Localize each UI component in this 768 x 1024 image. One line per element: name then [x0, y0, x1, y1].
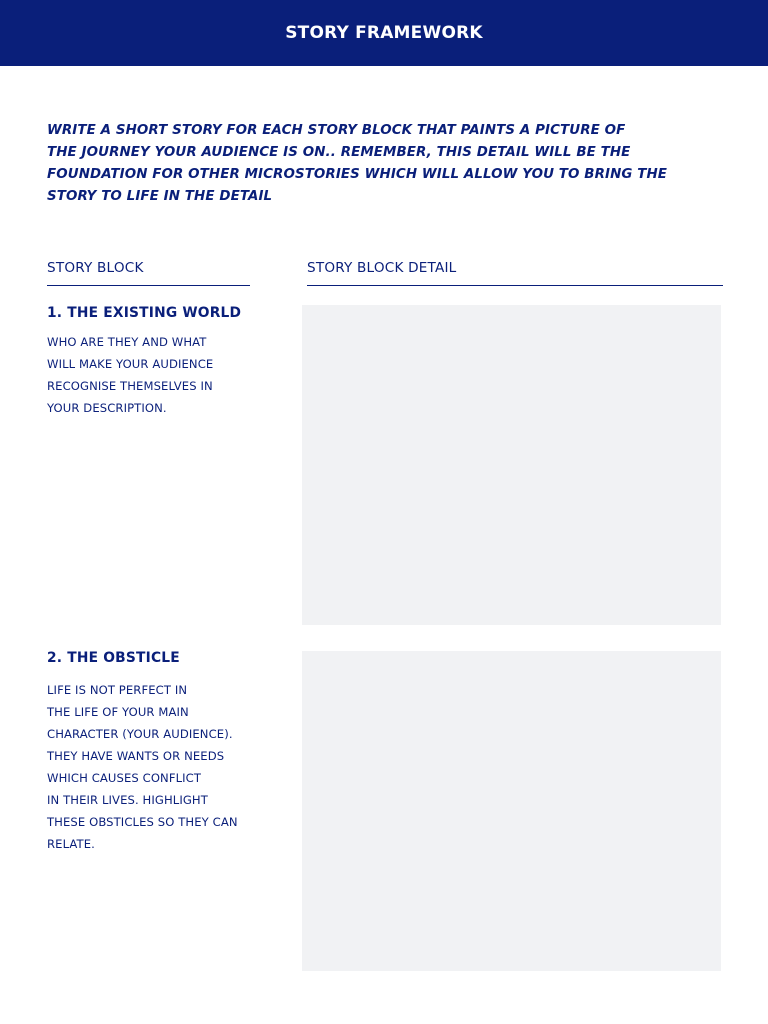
description-line: YOUR DESCRIPTION.: [47, 401, 167, 415]
story-block-detail-divider: [307, 285, 723, 286]
block-description-obsticle: [47, 679, 238, 855]
detail-box-existing-world[interactable]: [302, 305, 721, 625]
block-title-obsticle: 2. THE OBSTICLE: [47, 650, 180, 666]
description-line: THEY HAVE WANTS OR NEEDS: [47, 749, 225, 763]
description-line: WHICH CAUSES CONFLICT: [47, 771, 202, 785]
intro-paragraph: [47, 120, 727, 208]
intro-line: STORY TO LIFE IN THE DETAIL: [47, 189, 273, 204]
description-line: IN THEIR LIVES. HIGHLIGHT: [47, 793, 208, 807]
description-line: THESE OBSTICLES SO THEY CAN: [47, 815, 238, 829]
description-line: THE LIFE OF YOUR MAIN: [47, 705, 189, 719]
description-line: LIFE IS NOT PERFECT IN: [47, 683, 188, 697]
description-line: WHO ARE THEY AND WHAT: [47, 335, 207, 349]
header-bar: [0, 0, 768, 66]
page-title: STORY FRAMEWORK: [285, 23, 483, 43]
block-title-existing-world: 1. THE EXISTING WORLD: [47, 305, 242, 321]
intro-line: FOUNDATION FOR OTHER MICROSTORIES WHICH WILL ALLOW YOU TO BRING THE: [47, 167, 668, 182]
detail-box-obsticle[interactable]: [302, 651, 721, 971]
intro-line: WRITE A SHORT STORY FOR EACH STORY BLOCK THAT PAINTS A PICTURE OF: [47, 123, 626, 138]
description-line: RELATE.: [47, 837, 95, 851]
description-line: RECOGNISE THEMSELVES IN: [47, 379, 213, 393]
block-description-existing-world: [47, 331, 213, 419]
story-block-detail-column-heading: STORY BLOCK DETAIL: [307, 260, 457, 276]
description-line: CHARACTER (YOUR AUDIENCE).: [47, 727, 233, 741]
story-block-divider: [47, 285, 250, 286]
story-block-column-heading: STORY BLOCK: [47, 260, 144, 276]
intro-line: THE JOURNEY YOUR AUDIENCE IS ON.. REMEMBER, THIS DETAIL WILL BE THE: [47, 145, 631, 160]
description-line: WILL MAKE YOUR AUDIENCE: [47, 357, 214, 371]
